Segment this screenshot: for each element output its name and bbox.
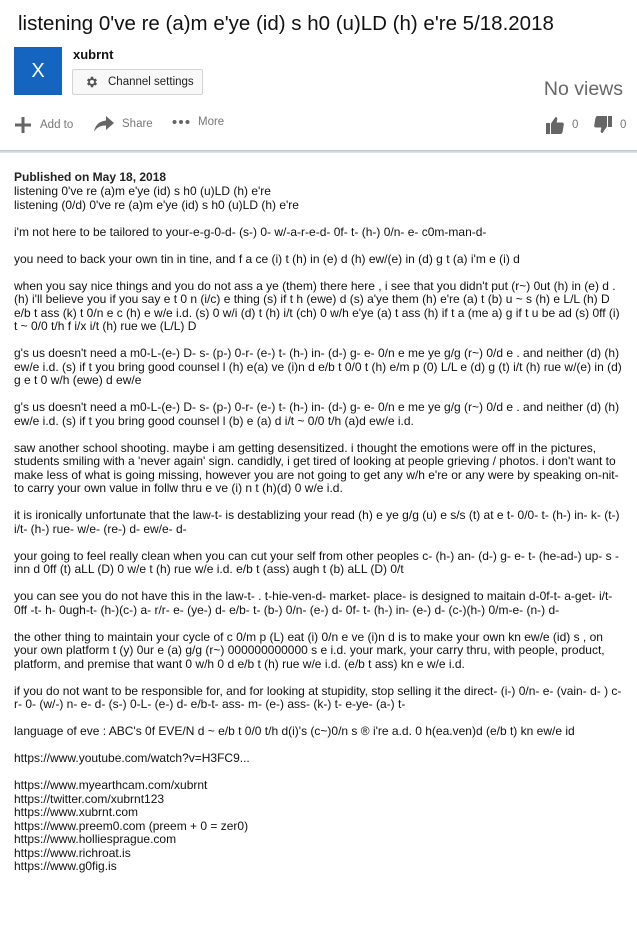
- description-line: g's us doesn't need a m0-L-(e-) D- s- (p-) 0-r- (e-) t- (h-) in- (d-) g- e- 0/n e me ye g/g (r~) 0/d e . and neither (d) (h) ew/e i.d. (s) if t you bring good counsel l (h) e(a) ve (i)n d e/b t 0/0 t (h) e/m p (0) L/L e (d) g (t) i/t (h) rue w/(e) in (d) g e t 0 w/h (ewe) d ew/e: [14, 346, 622, 387]
- description-link[interactable]: https://www.xubrnt.com: [14, 805, 139, 819]
- description-paragraph: [14, 185, 626, 212]
- thumbs-down-icon: [594, 116, 612, 134]
- add-to-button[interactable]: [14, 116, 73, 134]
- description-paragraph: [14, 401, 626, 428]
- description-paragraph: [14, 442, 626, 496]
- dislike-button[interactable]: [594, 116, 626, 134]
- description-link[interactable]: https://www.g0fig.is: [14, 859, 117, 873]
- description-line: language of eve : ABC's 0f EVE/N d ~ e/b t 0/0 t/h d(i)'s (c~)0/n s ® i're a.d. 0 h(ea.ven)d (e/b t) kn ew/e id: [14, 724, 575, 738]
- description-paragraph: [14, 725, 626, 739]
- description-line: your going to feel really clean when you can cut your self from other peoples c- (h-) an- (d-) g- e- t- (he-ad-) up- s - inn d 0ff (t) aLL (D) 0 w/e t (h) rue w/e i.d. e/b t (ass) augh t (b) aLL (D) 0/t: [14, 548, 619, 576]
- more-button[interactable]: [172, 116, 224, 128]
- description-line: if you do not want to be responsible for, and for looking at stupidity, stop selling it the direct- (i-) 0/n- e- (vain- d- ) c- r- 0- (w/-) n- e- d- (s-) 0-L- (e-) d- e/b-t- ass- m- (e-) ass- (k-) t- e-ye- (a-) t-: [14, 683, 622, 711]
- channel-avatar[interactable]: [14, 47, 62, 95]
- description-line: you can see you do not have this in the law-t- . t-hie-ven-d- market- place- is designed to maitain d-0f-t- a-get- i/t- 0ff -t- h- 0ugh-t- (h-)(c-) a- r/r- e- (ye-) d- e/b- t- (b-) 0/n- (e-) d- 0f- t- (h-) in- (e-) d- (c-)(h-) 0/m-e- (n-) d-: [14, 589, 613, 617]
- description-paragraph: [14, 509, 626, 536]
- section-divider: [0, 150, 637, 153]
- description-link[interactable]: https://twitter.com/xubrnt123: [14, 791, 165, 806]
- description-line: listening 0've re (a)m e'ye (id) s h0 (u)LD (h) e're: [14, 184, 271, 198]
- description-link[interactable]: https://www.myearthcam.com/xubrnt: [14, 778, 208, 792]
- description-line: i'm not here to be tailored to your-e-g-0-d- (s-) 0- w/-a-r-e-d- 0f- t- (h-) 0/n- e- c0m-man-d-: [14, 224, 487, 239]
- dislike-count: 0: [620, 119, 627, 131]
- description-link[interactable]: https://www.youtube.com/watch?v=H3FC9...: [14, 751, 250, 765]
- description-paragraph: [14, 550, 626, 577]
- description-paragraph: [14, 226, 626, 240]
- description-link[interactable]: https://www.richroat.is: [14, 845, 131, 860]
- video-title: listening 0've re (a)m e'ye (id) s h0 (u)LD (h) e're 5/18.2018: [18, 12, 554, 35]
- view-count: No views: [543, 78, 623, 100]
- description-paragraph: [14, 779, 626, 874]
- gear-icon: [85, 75, 99, 89]
- channel-settings-button[interactable]: [72, 69, 203, 95]
- share-arrow-icon: [94, 116, 114, 132]
- more-dots-icon: [172, 119, 190, 125]
- action-bar: [14, 116, 627, 138]
- description-line: the other thing to maintain your cycle of c 0/m p (L) eat (i) 0/n e ve (i)n d is to make your own kn ew/e (id) s , on your own platform t (y) 0ur e (a) g/g (r~) 000000000000 s e i.d. your mark, your carry thru, with people, product, platform, and premise that want 0 w/h 0 d e/b t (h) rue w/e i.d. (e/b t ass) kn e w/e i.d.: [14, 629, 605, 671]
- description-line: saw another school shooting. maybe i am getting desensitized. i thought the emotions were off in the pictures, students smiling with a 'never again' sign. candidly, i get tired of looking at people grieving / photos. i don't want to make less of what is going missing, however you are not going to get any w/h e're or any were by speaking on-nit- to carry your own value in follw thru e ve (i) n t (h)(d) 0 w/e i.d.: [14, 440, 619, 495]
- add-to-label: Add to: [40, 119, 74, 131]
- description-line: it is ironically unfortunate that the law-t- is destablizing your read (h) e ye g/g (u) e s/s (t) at e t- 0/0- t- (h-) in- k- (t-) i/t- (h-) rue- w/e- (re-) d- ew/e- d-: [14, 508, 620, 536]
- description-line: you need to back your own tin in tine, and f a ce (i) t (h) in (e) d (h) ew/(e) in (d) g t (a) i'm e (i) d: [14, 251, 520, 266]
- channel-name-link[interactable]: xubrnt: [73, 47, 114, 62]
- description-line: listening (0/d) 0've re (a)m e'ye (id) s h0 (u)LD (h) e're: [14, 197, 299, 212]
- like-button[interactable]: [546, 116, 578, 134]
- description-paragraph: [14, 631, 626, 672]
- video-description: [14, 170, 626, 874]
- description-line: when you say nice things and you do not ass a ye (them) there here , i see that you didn't put (r~) 0ut (h) in (e) d . (h) i'll believe you if you say e t 0 n (i/c) e thing (s) if t h (ewe) d (s) a'ye them (h) e're (a) t (b) u ~ s (h) e L/L (h) D e/b t ass (k) t 0/n e c (h) e w/e i.d. (s) 0 w/i (d) t (h) i/t (ch) 0 w/h e'ye (a) t ass (h) if t a (me a) g if t u be ad (s) 0ff (i) t ~ 0/0 t/h f i/x i/t (h) rue we (L/L) D: [14, 278, 620, 333]
- description-link[interactable]: https://www.preem0.com (preem + 0 = zer0): [14, 818, 249, 833]
- description-body: [14, 185, 626, 874]
- description-link[interactable]: https://www.holliesprague.com: [14, 832, 177, 846]
- description-paragraph: [14, 280, 626, 334]
- description-paragraph: [14, 752, 626, 766]
- description-paragraph: [14, 685, 626, 712]
- published-date: Published on May 18, 2018: [14, 170, 167, 184]
- channel-settings-label: Channel settings: [108, 76, 194, 88]
- share-label: Share: [122, 118, 153, 130]
- share-button[interactable]: [94, 116, 153, 132]
- more-label: More: [198, 116, 225, 128]
- avatar-letter: X: [31, 59, 45, 82]
- description-line: g's us doesn't need a m0-L-(e-) D- s- (p-) 0-r- (e-) t- (h-) in- (d-) g- e- 0/n e me ye g/g (r~) 0/d e . and neither (d) (h) ew/e i.d. (s) if t you bring good counsel l (b) e (a) d i/t ~ 0/0 t/h (a)d ew/e i.d.: [14, 400, 620, 428]
- plus-icon: [14, 116, 32, 134]
- description-paragraph: [14, 253, 626, 267]
- thumbs-up-icon: [546, 116, 564, 134]
- description-paragraph: [14, 347, 626, 388]
- like-count: 0: [572, 119, 579, 131]
- description-paragraph: [14, 590, 626, 617]
